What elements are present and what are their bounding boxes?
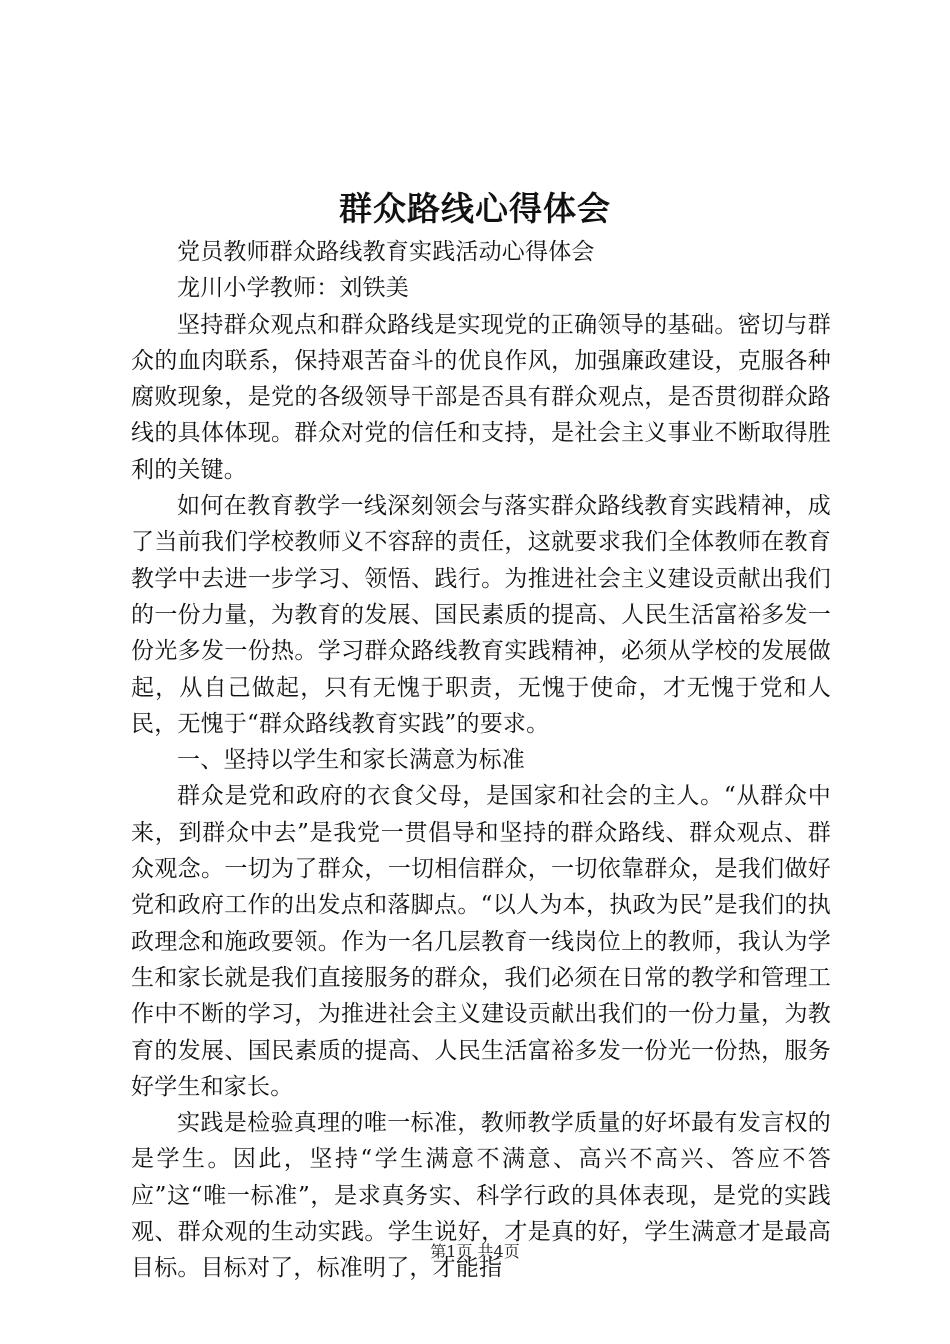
- author-line: 龙川小学教师：刘铁美: [177, 275, 409, 302]
- page-footer: 第1页 共4页: [430, 1242, 520, 1261]
- body-paragraph: 群众是党和政府的衣食父母，是国家和社会的主人。“从群众中来，到群众中去”是我党一贯倡导和坚持的群众路线、群众观点、群众观念。一切为了群众，一切相信群众，一切依靠群众，是我们做好党和政府工作的出发点和落脚点。“以人为本，执政为民”是我们的执政理念和施政要领。作为一名几层教育一线岗位上的教师，我认为学生和家长就是我们直接服务的群众，我们必须在日常的教学和管理工作中不断的学习，为推进社会主义建设贡献出我们的一份力量，为教育的发展、国民素质的提高、人民生活富裕多发一份光一份热，服务好学生和家长。: [131, 783, 831, 1100]
- body-paragraph: 如何在教育教学一线深刻领会与落实群众路线教育实践精神，成了当前我们学校教师义不容辞的责任，这就要求我们全体教师在教育教学中去进一步学习、领悟、践行。为推进社会主义建设贡献出我们的一份力量，为教育的发展、国民素质的提高、人民生活富裕多发一份光多发一份热。学习群众路线教育实践精神，必须从学校的发展做起，从自己做起，只有无愧于职责，无愧于使命，才无愧于党和人民，无愧于“群众路线教育实践”的要求。: [131, 493, 831, 737]
- subtitle-paragraph: 党员教师群众路线教育实践活动心得体会: [177, 239, 595, 265]
- body-paragraph: 坚持群众观点和群众路线是实现党的正确领导的基础。密切与群众的血肉联系，保持艰苦奋斗的优良作风，加强廉政建设，克服各种腐败现象，是党的各级领导干部是否具有群众观点，是否贯彻群众路线的具体体现。群众对党的信任和支持，是社会主义事业不断取得胜利的关键。: [131, 311, 831, 483]
- document-title: 群众路线心得体会: [339, 189, 611, 228]
- body-paragraph: 实践是检验真理的唯一标准，教师教学质量的好坏最有发言权的是学生。因此，坚持“学生满意不满意、高兴不高兴、答应不答应”这“唯一标准”，是求真务实、科学行政的具体表现，是党的实践观、群众观的生动实践。学生说好，才是真的好，学生满意才是最高目标。目标对了，标准明了，才能指: [131, 1110, 831, 1282]
- section-heading: 一、坚持以学生和家长满意为标准: [177, 747, 525, 774]
- document-body: [131, 234, 831, 1287]
